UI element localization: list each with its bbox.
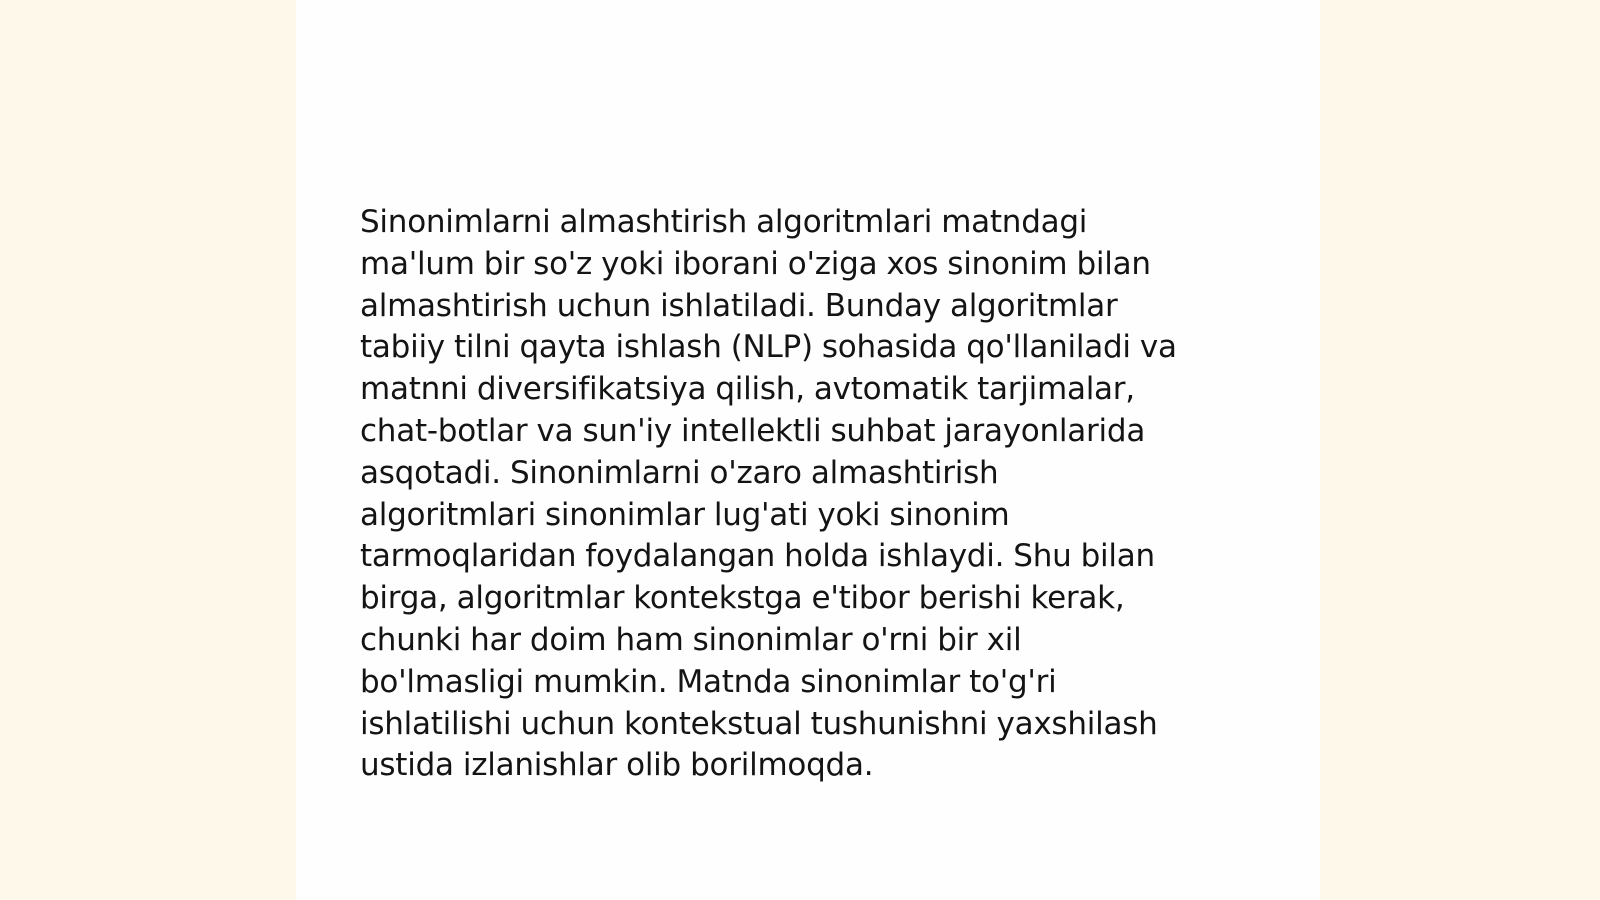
left-margin	[0, 0, 296, 900]
paragraph-line: ustida izlanishlar olib borilmoqda.	[360, 747, 874, 784]
paragraph-line: matnni diversifikatsiya qilish, avtomatik tarjimalar,	[360, 371, 1135, 408]
paragraph-line: birga, algoritmlar kontekstga e'tibor berishi kerak,	[360, 580, 1125, 617]
paragraph-line: chunki har doim ham sinonimlar o'rni bir xil	[360, 621, 1022, 658]
paragraph-line: Sinonimlarni almashtirish algoritmlari matndagi	[360, 204, 1088, 240]
paragraph-line: asqotadi. Sinonimlarni o'zaro almashtirish	[360, 454, 999, 491]
document-page	[296, 0, 1320, 900]
right-margin	[1320, 0, 1600, 900]
paragraph-line: tabiiy tilni qayta ishlash (NLP) sohasida qo'llaniladi va	[360, 329, 1177, 366]
paragraph-line: bo'lmasligi mumkin. Matnda sinonimlar to'g'ri	[360, 663, 1057, 700]
paragraph-line: ishlatilishi uchun kontekstual tushunishni yaxshilash	[360, 705, 1158, 742]
body-paragraph	[360, 202, 1240, 787]
paragraph-line: algoritmlari sinonimlar lug'ati yoki sinonim	[360, 496, 1010, 533]
paragraph-line: almashtirish uchun ishlatiladi. Bunday algoritmlar	[360, 287, 1118, 324]
paragraph-line: tarmoqlaridan foydalangan holda ishlaydi. Shu bilan	[360, 538, 1155, 575]
paragraph-line: chat-botlar va sun'iy intellektli suhbat jarayonlarida	[360, 412, 1146, 449]
paragraph-line: ma'lum bir so'z yoki iborani o'ziga xos sinonim bilan	[360, 245, 1151, 282]
